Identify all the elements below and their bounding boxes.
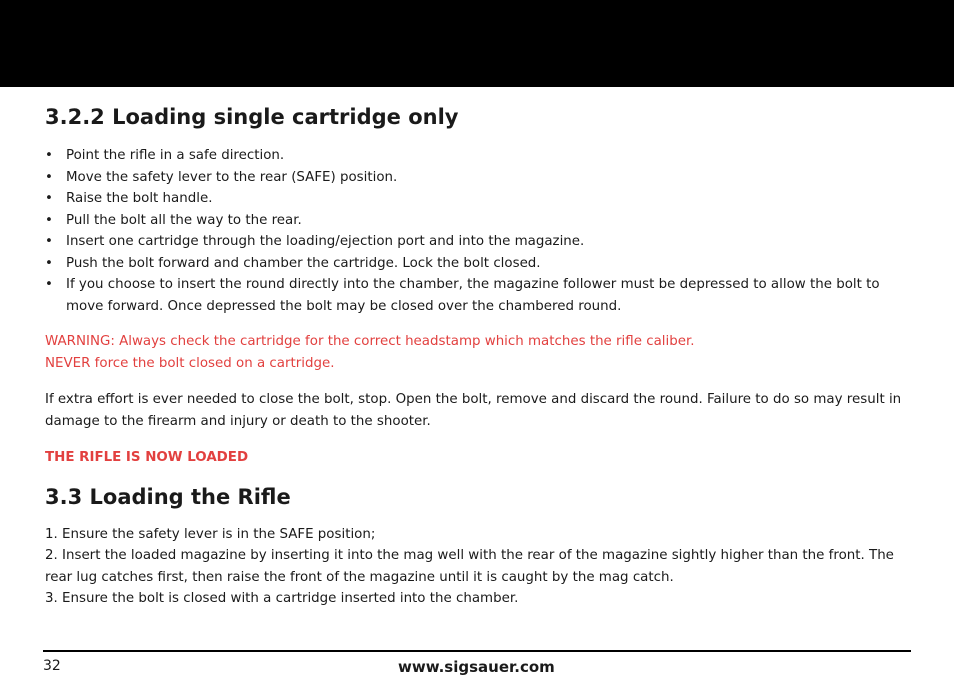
warning-line: WARNING: Always check the cartridge for the correct headstamp which matches the rifle caliber.	[45, 334, 695, 349]
list-item: • Raise the bolt handle.	[45, 188, 913, 210]
page-content	[45, 100, 913, 610]
list-item: • Insert one cartridge through the loading/ejection port and into the magazine.	[45, 231, 913, 253]
list-item: • Point the rifle in a safe direction.	[45, 145, 913, 167]
warning-block	[45, 331, 913, 374]
list-item: • If you choose to insert the round directly into the chamber, the magazine follower must be depressed to allow the bolt to move forward. Once depressed the bolt may be closed over the chambered round.	[45, 274, 913, 317]
header-bar	[0, 0, 954, 87]
list-item: • Pull the bolt all the way to the rear.	[45, 210, 913, 232]
list-item: • Move the safety lever to the rear (SAFE) position.	[45, 167, 913, 189]
step-item: 2. Insert the loaded magazine by inserting it into the mag well with the rear of the magazine sightly higher than the front. The rear lug catches first, then raise the front of the magazine until it is caught by the mag catch.	[45, 548, 894, 585]
bolt-effort-paragraph: If extra effort is ever needed to close the bolt, stop. Open the bolt, remove and discard the round. Failure to do so may result in damage to the firearm and injury or death to the shooter.	[45, 392, 902, 429]
footer-divider	[43, 650, 911, 652]
section-title-3-2-2: 3.2.2 Loading single cartridge only	[45, 105, 459, 129]
list-item: • Push the bolt forward and chamber the cartridge. Lock the bolt closed.	[45, 253, 913, 275]
warning-line: NEVER force the bolt closed on a cartridge.	[45, 355, 335, 371]
page-number: 32	[43, 658, 61, 674]
step-item: 1. Ensure the safety lever is in the SAFE position;	[45, 526, 376, 542]
step-item: 3. Ensure the bolt is closed with a cartridge inserted into the chamber.	[45, 591, 519, 606]
rifle-loaded-notice: THE RIFLE IS NOW LOADED	[45, 450, 249, 465]
loading-rifle-steps	[45, 524, 913, 610]
website-link[interactable]: www.sigsauer.com	[398, 658, 555, 676]
section-title-3-3: 3.3 Loading the Rifle	[45, 484, 291, 509]
loading-steps-list	[45, 145, 913, 317]
